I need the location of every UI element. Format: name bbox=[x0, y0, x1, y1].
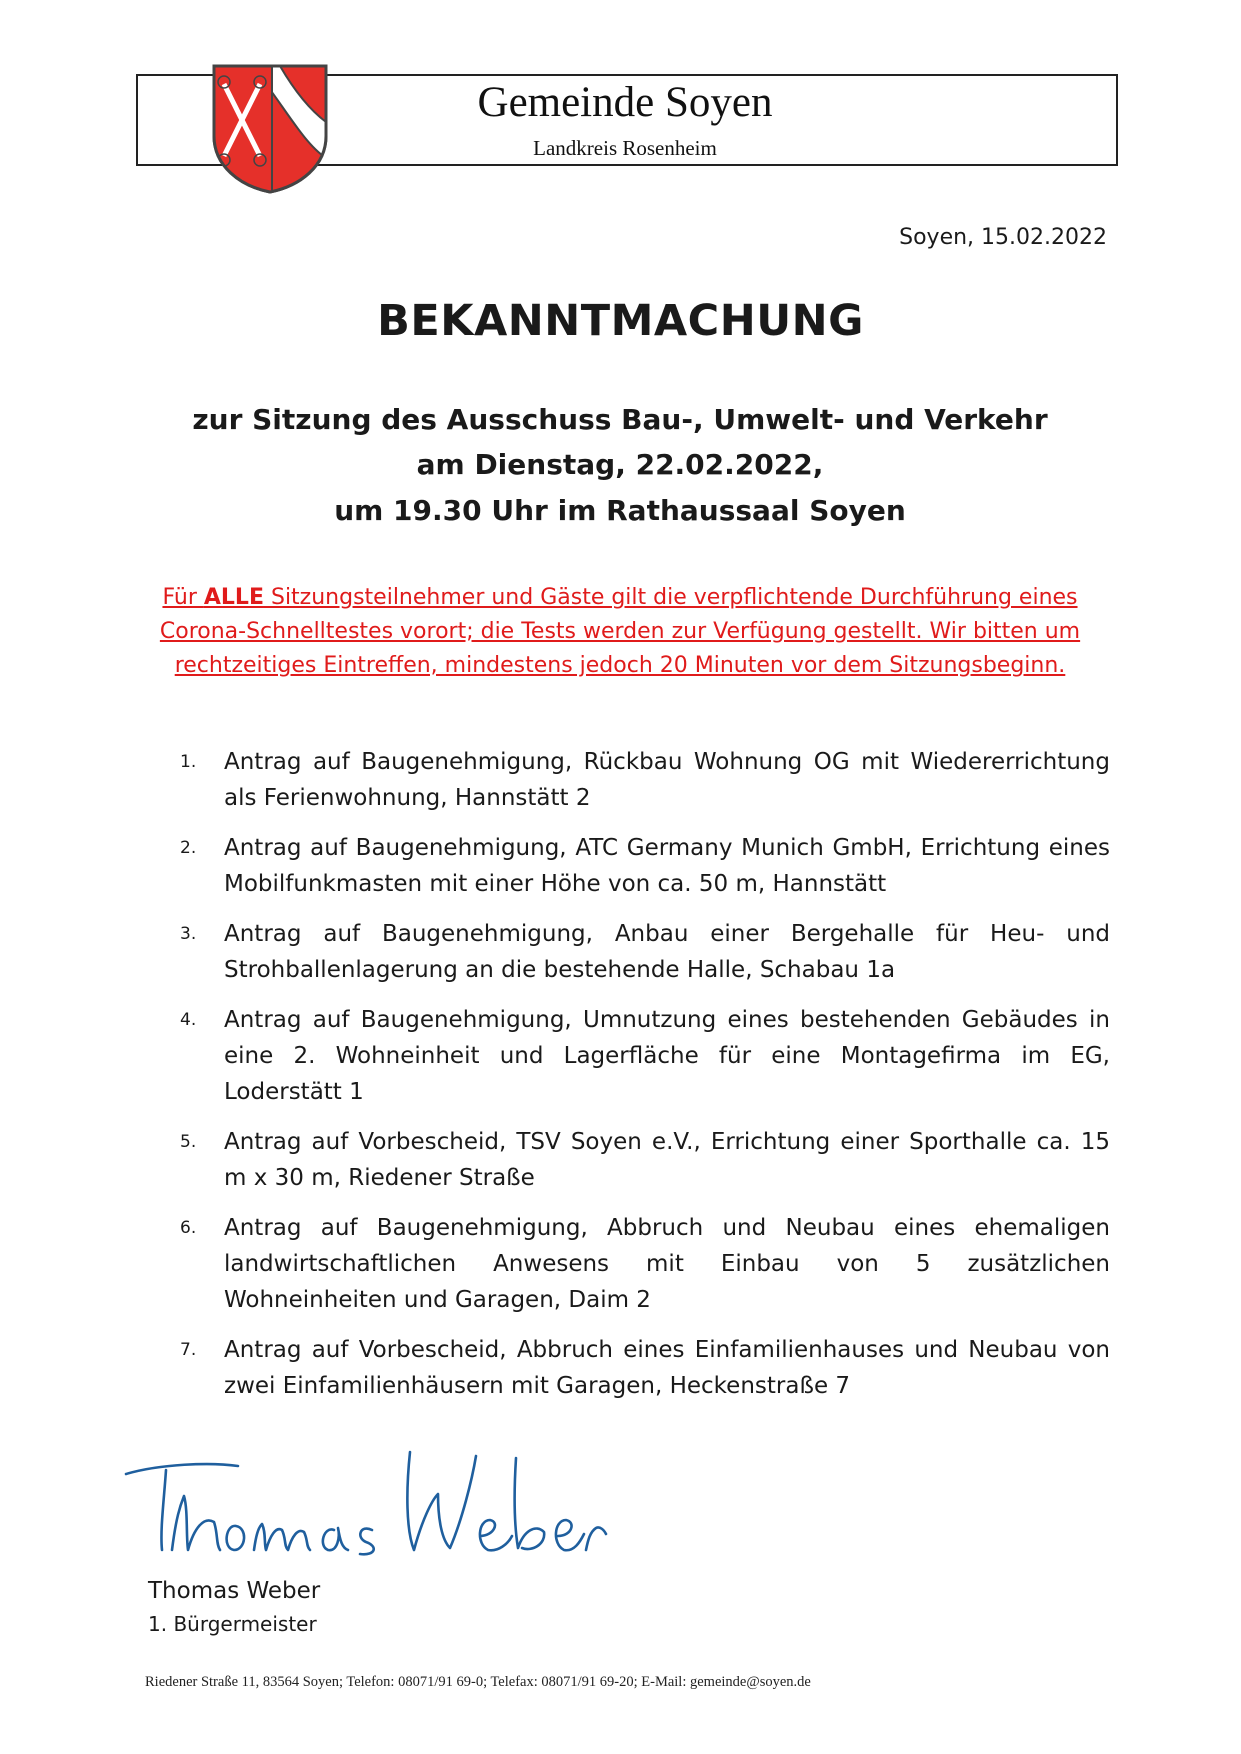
notice-text: Sitzungsteilnehmer und Gäste gilt die verpflichtende Durchführung eines Corona-Schnelltestes vorort; die Tests werden zur Verfügung gestellt. Wir bitten um rechtzeitiges Eintreffen, mindestens jedoch 20 Minuten vor dem Sitzungsbeginn. bbox=[159, 585, 1081, 678]
document-title: BEKANNTMACHUNG bbox=[377, 296, 864, 346]
corona-notice bbox=[140, 581, 1100, 683]
coat-of-arms-icon bbox=[210, 62, 330, 196]
agenda-item-number: 3. bbox=[180, 924, 197, 944]
agenda-item-number: 2. bbox=[180, 838, 197, 858]
signer-name: Thomas Weber bbox=[148, 1578, 321, 1604]
agenda-item-text: Antrag auf Baugenehmigung, Abbruch und Neubau eines ehemaligen landwirtschaftlichen Anwesens mit Einbau von 5 zusätzlichen Wohneinheiten und Garagen, Daim 2 bbox=[224, 1215, 1110, 1313]
agenda-item-number: 6. bbox=[180, 1218, 197, 1238]
agenda-item-text: Antrag auf Baugenehmigung, ATC Germany Munich GmbH, Errichtung eines Mobilfunkmasten mit einer Höhe von ca. 50 m, Hannstätt bbox=[224, 835, 1110, 897]
date-line: Soyen, 15.02.2022 bbox=[899, 225, 1107, 250]
agenda-item-text: Antrag auf Baugenehmigung, Umnutzung eines bestehenden Gebäudes in eine 2. Wohneinheit und Lagerfläche für eine Montagefirma im EG, Loderstätt 1 bbox=[224, 1007, 1110, 1105]
organization-name: Gemeinde Soyen bbox=[477, 79, 773, 126]
footer-contact: Riedener Straße 11, 83564 Soyen; Telefon: 08071/91 69-0; Telefax: 08071/91 69-20; E-Mail: gemeinde@soyen.de bbox=[145, 1674, 811, 1690]
agenda-item-number: 1. bbox=[180, 752, 197, 772]
notice-emphasis: ALLE bbox=[203, 585, 264, 610]
agenda-item-number: 5. bbox=[180, 1132, 197, 1152]
agenda-item-number: 4. bbox=[180, 1010, 197, 1030]
signer-role: 1. Bürgermeister bbox=[148, 1612, 317, 1636]
subheading-line-2: am Dienstag, 22.02.2022, bbox=[416, 448, 824, 481]
agenda-item-number: 7. bbox=[180, 1340, 197, 1360]
notice-prefix: Für bbox=[162, 585, 204, 610]
agenda-item-text: Antrag auf Baugenehmigung, Anbau einer Bergehalle für Heu- und Strohballenlagerung an die bestehende Halle, Schabau 1a bbox=[224, 921, 1110, 983]
subheading-line-1: zur Sitzung des Ausschuss Bau-, Umwelt- und Verkehr bbox=[192, 403, 1048, 436]
subheading-line-3: um 19.30 Uhr im Rathaussaal Soyen bbox=[334, 494, 906, 527]
agenda-item-text: Antrag auf Vorbescheid, Abbruch eines Einfamilienhauses und Neubau von zwei Einfamilienhäusern mit Garagen, Heckenstraße 7 bbox=[224, 1337, 1110, 1399]
agenda-item-text: Antrag auf Baugenehmigung, Rückbau Wohnung OG mit Wiedererrichtung als Ferienwohnung, Hannstätt 2 bbox=[224, 749, 1110, 811]
handwritten-signature bbox=[120, 1440, 610, 1560]
organization-subtitle: Landkreis Rosenheim bbox=[533, 136, 717, 160]
agenda-item-text: Antrag auf Vorbescheid, TSV Soyen e.V., Errichtung einer Sporthalle ca. 15 m x 30 m, Riedener Straße bbox=[224, 1129, 1110, 1191]
